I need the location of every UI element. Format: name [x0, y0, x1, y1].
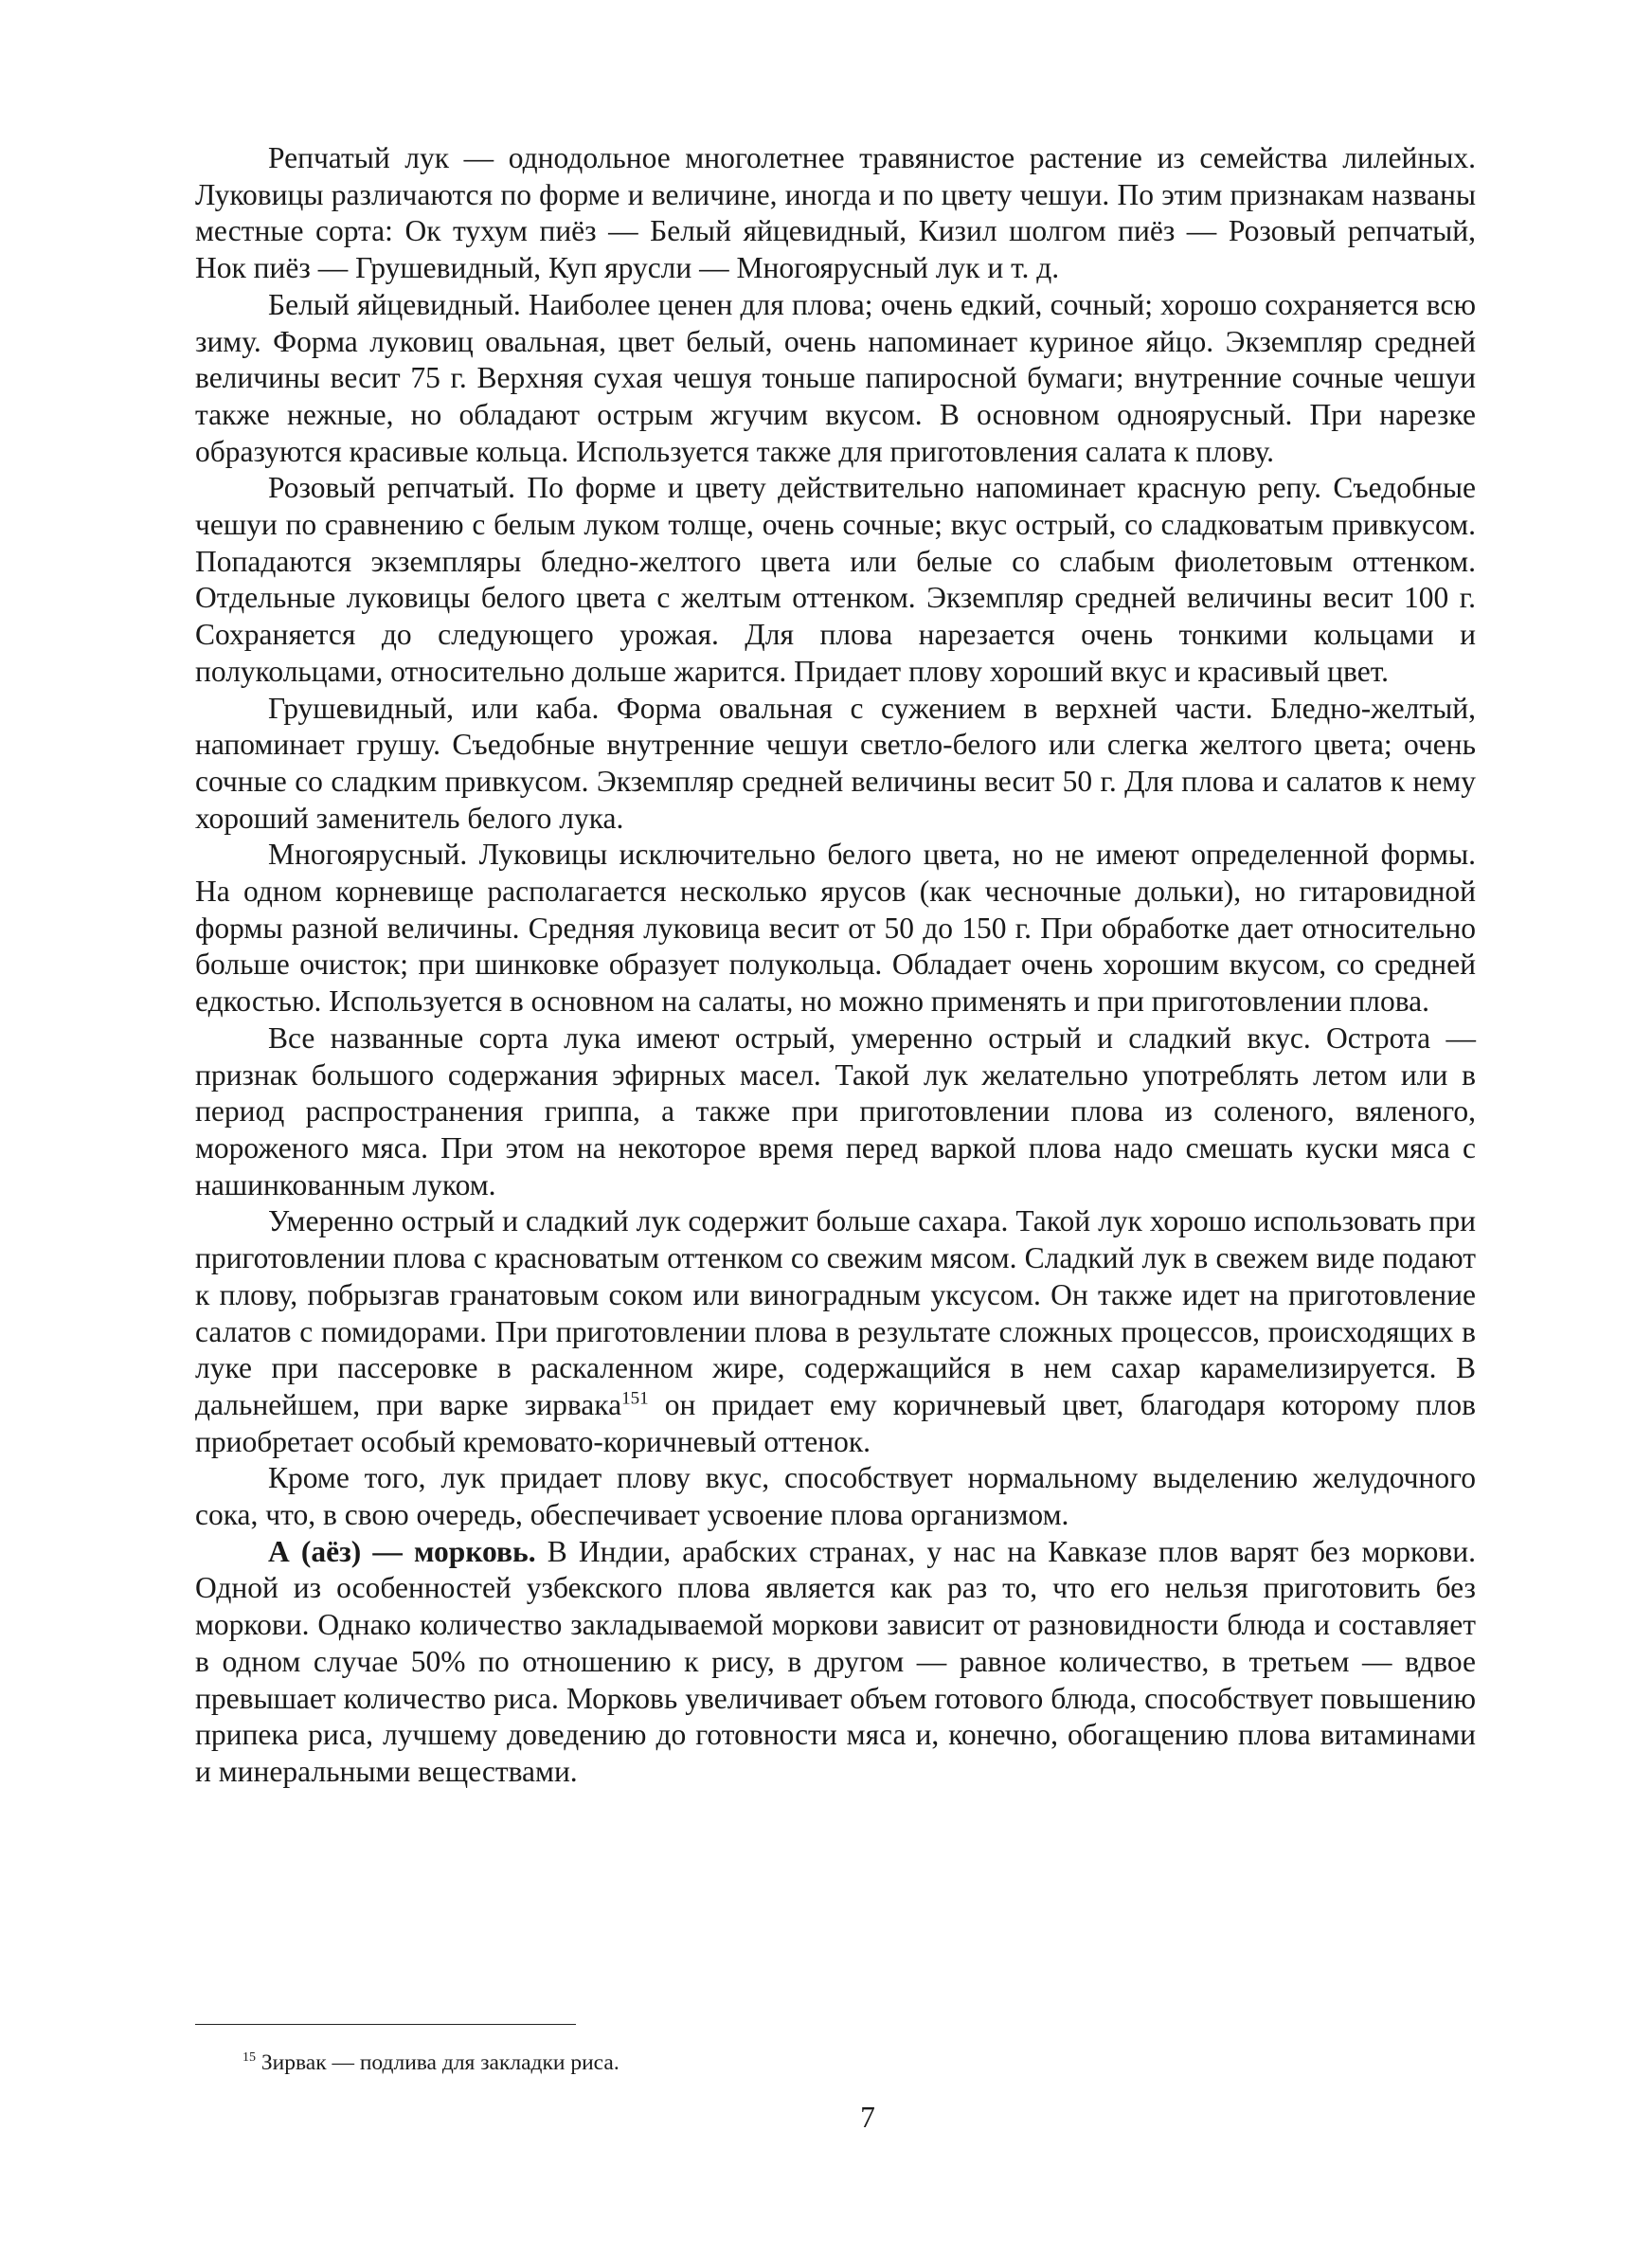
footnote-separator — [195, 2024, 576, 2025]
paragraph-pink-bulb — [195, 470, 1476, 690]
paragraph-pear-shaped — [195, 691, 1476, 838]
paragraph-onion-intro — [195, 140, 1476, 287]
paragraph-text: В Индии, арабских странах, у нас на Кавказе плов варят без моркови. Одной из особенностей узбекского плова является как раз то, что его нельзя приготовить без моркови. Однако количество закладываемой моркови зависит от разновидности блюда и составляет в одном случае 50% по отношению к рису, в другом — равное количество, в третьем — вдвое превышает количество риса. Морковь увеличивает объем готового блюда, способствует повышению припека риса, лучшему доведению до готовности мяса и, конечно, обогащению плова витаминами и минеральными веществами. — [195, 1534, 1477, 1788]
footnote-text: Зирвак — подлива для закладки риса. — [256, 2050, 620, 2075]
paragraph-text: Репчатый лук — однодольное многолетнее травянистое растение из семейства лилейных. Луковицы различаются по форме и величине, иногда и по цвету чешуи. По этим признакам названы местные сорта: Ок тухум пиёз — Белый яйцевидный, Кизил шолгом пиёз — Розовый репчатый, Нок пиёз — Грушевидный, Куп ярусли — Многоярусный лук и т. д. — [195, 141, 1476, 285]
paragraph-text: Розовый репчатый. По форме и цвету действительно напоминает красную репу. Съедобные чешуи по сравнению с белым луком толще, очень сочные; вкус острый, со сладковатым привкусом. Попадаются экземпляры бледно-желтого цвета или белые со слабым фиолетовым оттенком. Отдельные луковицы белого цвета с желтым оттенком. Экземпляр средней величины весит 100 г. Сохраняется до следующего урожая. Для плова нарезается очень тонкими кольцами и полукольцами, относительно дольше жарится. Придает плову хороший вкус и красивый цвет. — [195, 471, 1476, 688]
paragraph-text-after-note: он придает ему коричневый цвет, благодаря которому плов приобретает особый кремовато-коричневый оттенок. — [195, 1387, 1476, 1458]
paragraph-text: Кроме того, лук придает плову вкус, способствует нормальному выделению желудочного сока, что, в свою очередь, обеспечивает усвоение плова организмом. — [195, 1461, 1476, 1532]
paragraph-text-before-note: Умеренно острый и сладкий лук содержит больше сахара. Такой лук хорошо использовать при приготовлении плова с красноватым оттенком со свежим мясом. Сладкий лук в свежем виде подают к плову, побрызгав гранатовым соком или виноградным уксусом. Он также идет на приготовление салатов с помидорами. При приготовлении плова в результате сложных процессов, происходящих в луке при пассеровке в раскаленном жире, содержащийся в нем сахар карамелизируется. В дальнейшем, при варке зирвака — [195, 1204, 1476, 1421]
page-number: 7 — [860, 2101, 875, 2134]
footnote-mark: 15 — [242, 2050, 256, 2066]
section-heading-carrot: А (аёз) — морковь. — [268, 1534, 536, 1568]
paragraph-text: Все названные сорта лука имеют острый, умеренно острый и сладкий вкус. Острота — признак большого содержания эфирных масел. Такой лук желательно употреблять летом или в период распространения гриппа, а также при приготовлении плова из соленого, вяленого, мороженого мяса. При этом на некоторое время перед варкой плова надо смешать куски мяса с нашинкованным луком. — [195, 1020, 1476, 1201]
footnote — [195, 2049, 1476, 2077]
paragraph-text: Грушевидный, или каба. Форма овальная с сужением в верхней части. Бледно-желтый, напоминает грушу. Съедобные внутренние чешуи светло-белого или слегка желтого цвета; очень сочные со сладким привкусом. Экземпляр средней величины весит 50 г. Для плова и салатов к нему хороший заменитель белого лука. — [195, 691, 1476, 835]
paragraph-onion-digestion — [195, 1460, 1476, 1533]
paragraph-white-egg-shaped — [195, 287, 1476, 471]
paragraph-multi-tier — [195, 837, 1476, 1020]
document-body — [195, 140, 1476, 1791]
paragraph-text: Многоярусный. Луковицы исключительно белого цвета, но не имеют определенной формы. На одном корневище располагается несколько ярусов (как чесночные дольки), но гитаровидной формы разной величины. Средняя луковица весит от 50 до 150 г. При обработке дает относительно больше очисток; при шинковке образует полукольца. Обладает очень хорошим вкусом, со средней едкостью. Используется в основном на салаты, но можно применять и при приготовлении плова. — [195, 838, 1476, 1019]
paragraph-carrot — [195, 1534, 1476, 1791]
paragraph-text: Белый яйцевидный. Наиболее ценен для плова; очень едкий, сочный; хорошо сохраняется всю зиму. Форма луковиц овальная, цвет белый, очень напоминает куриное яйцо. Экземпляр средней величины весит 75 г. Верхняя сухая чешуя тоньше папиросной бумаги; внутренние сочные чешуи также нежные, но обладают острым жгучим вкусом. В основном одноярусный. При нарезке образуются красивые кольца. Используется также для приготовления салата к плову. — [195, 287, 1476, 468]
paragraph-sweet-onion — [195, 1203, 1476, 1460]
footnote-reference[interactable]: 151 — [621, 1388, 649, 1409]
paragraph-onion-taste — [195, 1020, 1476, 1204]
